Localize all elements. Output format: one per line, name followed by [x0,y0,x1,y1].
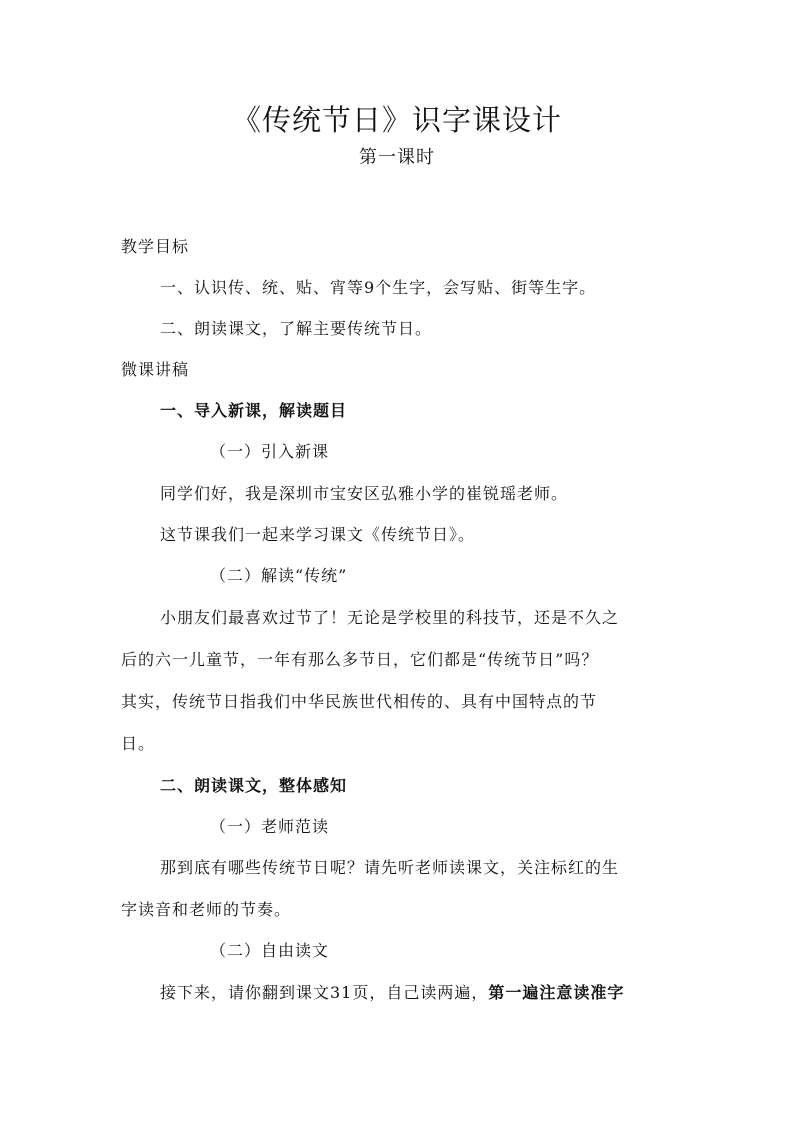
section1-sub2-line-2: 后的六一儿童节，一年有那么多节日，它们都是“传统节日”吗？ [121,650,599,669]
section2-sub2-text-normal: 接下来，请你翻到课文31页，自己读两遍， [160,983,489,1002]
section1-sub2-line-4: 日。 [121,734,156,753]
section2-sub1-heading: （一）老师范读 [210,817,330,836]
section2-sub1-line-1: 那到底有哪些传统节日呢？请先听老师读课文，关注标红的生 [160,858,620,877]
section2-sub2-heading: （二）自由读文 [210,941,330,960]
objective-item-1: 一、认识传、统、贴、宵等9个生字，会写贴、街等生字。 [160,278,597,297]
document-title: 《传统节日》识字课设计 [231,103,562,137]
section1-heading: 一、导入新课，解读题目 [160,401,348,420]
section1-sub2-line-3: 其实，传统节日指我们中华民族世代相传的、具有中国特点的节 [121,692,598,711]
section2-sub2-text-bold: 第一遍注意读准字 [488,983,625,1002]
section2-heading: 二、朗读课文，整体感知 [160,776,348,795]
objective-item-2: 二、朗读课文，了解主要传统节日。 [160,319,433,338]
lecture-heading: 微课讲稿 [121,360,190,379]
objectives-heading: 教学目标 [121,237,190,256]
section1-sub2-line-1: 小朋友们最喜欢过节了！无论是学校里的科技节，还是不久之 [160,608,620,627]
section2-sub2-line-1 [160,982,624,1004]
document-subtitle: 第一课时 [359,147,435,168]
section1-sub1-line-2: 这节课我们一起来学习课文《传统节日》。 [160,525,476,544]
section1-sub1-line-1: 同学们好，我是深圳市宝安区弘雅小学的崔锐瑶老师。 [160,484,569,503]
section1-sub1-heading: （一）引入新课 [210,442,330,461]
section2-sub1-line-2: 字读音和老师的节奏。 [121,900,292,919]
section1-sub2-heading: （二）解读“传统” [210,566,348,585]
